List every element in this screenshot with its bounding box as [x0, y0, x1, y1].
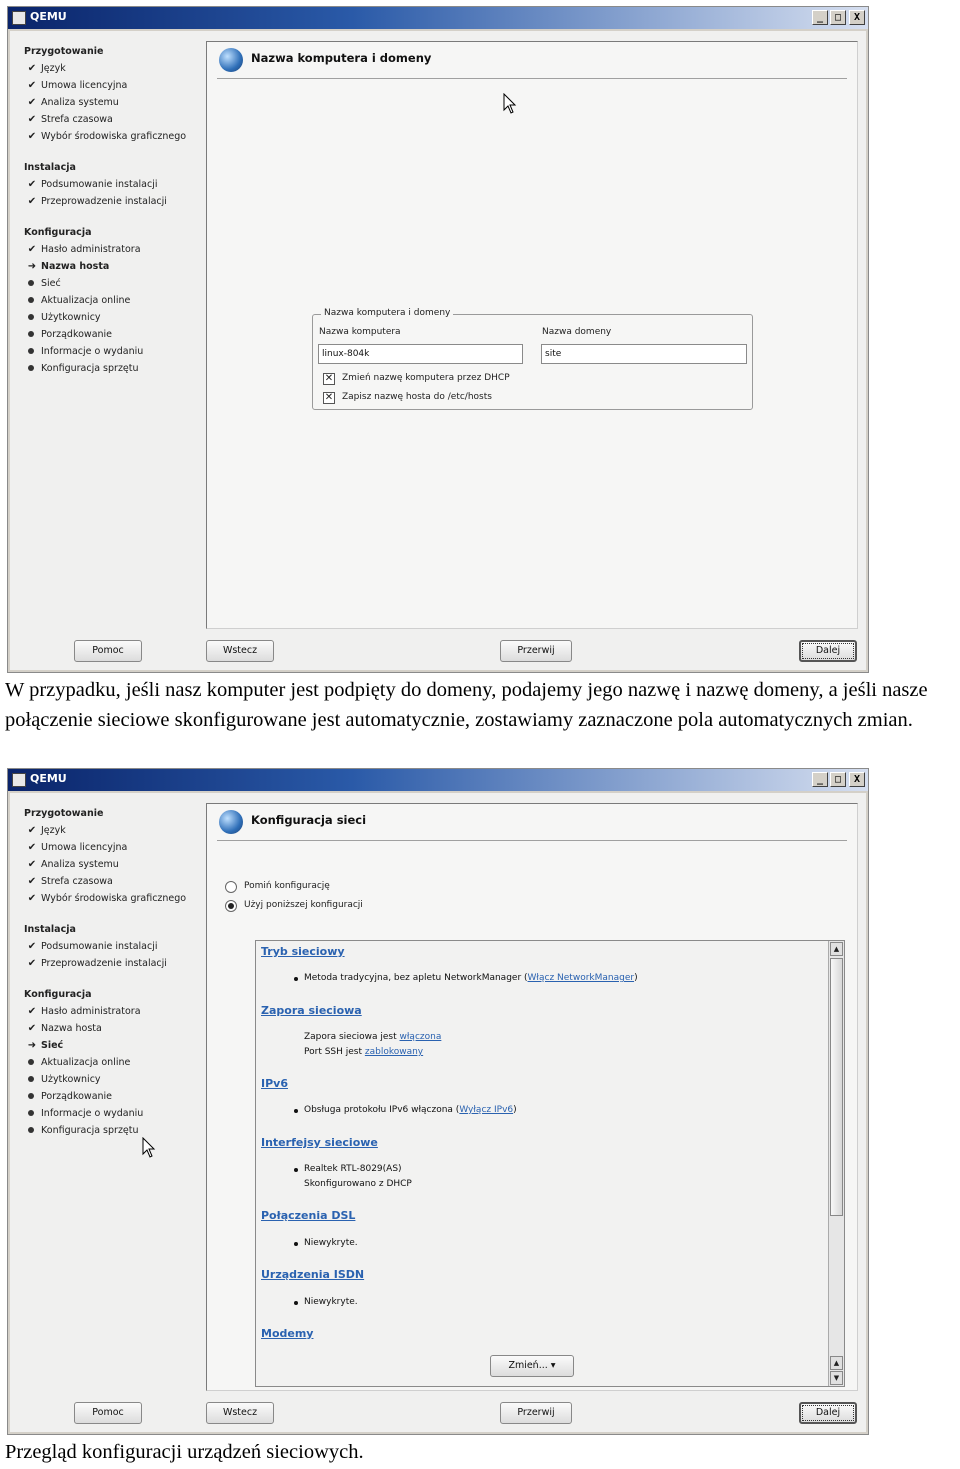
- interface-name: Realtek RTL-8029(AS): [304, 1164, 402, 1174]
- check-icon: ✔: [27, 842, 37, 853]
- back-button[interactable]: Wstecz: [206, 1402, 274, 1424]
- network-globe-icon: [219, 48, 243, 72]
- use-config-label: Użyj poniższej konfiguracji: [244, 900, 363, 910]
- sidebar-section-title: Instalacja: [24, 924, 76, 935]
- screenshot-network: [7, 768, 869, 1435]
- network-summary: [255, 940, 845, 1387]
- change-button[interactable]: Zmień... ▾: [490, 1355, 574, 1377]
- sidebar-item: Konfiguracja sprzętu: [41, 1125, 139, 1136]
- sidebar-section-title: Instalacja: [24, 162, 76, 173]
- sidebar-item: Porządkowanie: [41, 329, 113, 340]
- sidebar-item: Informacje o wydaniu: [41, 1108, 144, 1119]
- next-button[interactable]: Dalej: [799, 640, 857, 662]
- network-globe-icon: [219, 810, 243, 834]
- header-divider: [217, 840, 847, 841]
- check-icon: ✔: [27, 958, 37, 969]
- check-icon: ✔: [27, 876, 37, 887]
- network-mode-link[interactable]: Tryb sieciowy: [261, 945, 345, 958]
- hostname-group: [312, 308, 753, 410]
- sidebar-item: ✔ Analiza systemu: [24, 856, 209, 873]
- minimize-button[interactable]: _: [812, 772, 828, 787]
- qemu-icon: [12, 11, 26, 25]
- sidebar-section-title: Konfiguracja: [24, 227, 92, 238]
- skip-config-label: Pomiń konfigurację: [244, 881, 330, 891]
- sidebar-item: Aktualizacja online: [41, 1057, 131, 1068]
- content-panel: [206, 803, 858, 1391]
- interface-config: Skonfigurowano z DHCP: [304, 1179, 412, 1189]
- check-icon: ✔: [27, 80, 37, 91]
- network-mode-text: Metoda tradycyjna, bez apletu NetworkManager (Włącz NetworkManager): [304, 973, 638, 983]
- use-config-radio[interactable]: [225, 900, 237, 912]
- hosts-checkbox[interactable]: ✕: [324, 392, 334, 403]
- bullet-icon: [294, 977, 298, 981]
- hostname-input[interactable]: linux-804k: [318, 344, 523, 364]
- sidebar-section-title: Konfiguracja: [24, 989, 92, 1000]
- installer-client: [10, 31, 866, 670]
- content-panel: [206, 41, 858, 629]
- summary-scrollbar[interactable]: [828, 941, 844, 1386]
- sidebar-item: ✔ Język: [24, 60, 209, 77]
- installer-steps-sidebar: [24, 801, 209, 1139]
- check-icon: ✔: [27, 63, 37, 74]
- dhcp-checkbox-label: Zmień nazwę komputera przez DHCP: [342, 373, 510, 383]
- abort-button[interactable]: Przerwij: [500, 640, 572, 662]
- next-button[interactable]: Dalej: [799, 1402, 857, 1424]
- ssh-blocked-link[interactable]: zablokowany: [364, 1047, 424, 1057]
- isdn-link[interactable]: Urządzenia ISDN: [261, 1268, 365, 1281]
- arrow-right-icon: ➜: [27, 1040, 37, 1051]
- firewall-enabled-link[interactable]: włączona: [399, 1032, 442, 1042]
- ipv6-text: Obsługa protokołu IPv6 włączona (Wyłącz IPv6): [304, 1105, 517, 1115]
- skip-config-radio[interactable]: [225, 881, 237, 893]
- dhcp-checkbox[interactable]: ✕: [324, 373, 334, 384]
- minimize-button[interactable]: _: [812, 10, 828, 25]
- check-icon: ✔: [27, 859, 37, 870]
- sidebar-item-current: ➜ Sieć: [24, 1037, 209, 1054]
- sidebar-item: ✔ Przeprowadzenie instalacji: [24, 955, 209, 972]
- sidebar-item: ✔ Analiza systemu: [24, 94, 209, 111]
- sidebar-item: ✔ Podsumowanie instalacji: [24, 176, 209, 193]
- disable-ipv6-link[interactable]: Wyłącz IPv6: [459, 1105, 514, 1115]
- sidebar-item: ✔ Wybór środowiska graficznego: [24, 128, 209, 145]
- sidebar-item: ✔ Język: [24, 822, 209, 839]
- scroll-down-icon[interactable]: ▼: [830, 1371, 843, 1385]
- check-icon: ✔: [27, 1006, 37, 1017]
- check-icon: ✔: [27, 244, 37, 255]
- help-button[interactable]: Pomoc: [74, 1402, 142, 1424]
- sidebar-item: ✔ Strefa czasowa: [24, 111, 209, 128]
- check-icon: ✔: [27, 196, 37, 207]
- sidebar-item: ✔ Hasło administratora: [24, 241, 209, 258]
- caption-network: Przegląd konfiguracji urządzeń sieciowych.: [5, 1441, 364, 1463]
- check-icon: ✔: [27, 941, 37, 952]
- sidebar-item: Informacje o wydaniu: [41, 346, 144, 357]
- sidebar-item-current: ➜ Nazwa hosta: [24, 258, 209, 275]
- bullet-icon: [294, 1301, 298, 1305]
- bullet-icon: [294, 1168, 298, 1172]
- scroll-up-icon[interactable]: ▲: [830, 1356, 843, 1370]
- firewall-status: Zapora sieciowa jest włączona: [304, 1032, 442, 1042]
- sidebar-section-title: Przygotowanie: [24, 46, 104, 57]
- installer-steps-sidebar: [24, 39, 209, 377]
- domain-label: Nazwa domeny: [542, 327, 612, 337]
- maximize-button[interactable]: □: [830, 10, 846, 25]
- mouse-cursor-icon: [503, 93, 517, 115]
- modems-link[interactable]: Modemy: [261, 1327, 314, 1340]
- hosts-checkbox-label: Zapisz nazwę hosta do /etc/hosts: [342, 392, 492, 402]
- check-icon: ✔: [27, 131, 37, 142]
- check-icon: ✔: [27, 825, 37, 836]
- caption-hostname: W przypadku, jeśli nasz komputer jest podpięty do domeny, podajemy jego nazwę i nazwę domeny, a jeśli nasze połączenie sieciowe skonfigurowane jest automatycznie, zostawiamy zaznaczone pola automatycznych zmian.: [5, 679, 928, 731]
- firewall-link[interactable]: Zapora sieciowa: [261, 1004, 362, 1017]
- check-icon: ✔: [27, 893, 37, 904]
- dsl-link[interactable]: Połączenia DSL: [261, 1209, 356, 1222]
- sidebar-item: ✔ Nazwa hosta: [24, 1020, 209, 1037]
- window-titlebar: [8, 769, 868, 791]
- ssh-port-status: Port SSH jest zablokowany: [304, 1047, 424, 1057]
- interfaces-link[interactable]: Interfejsy sieciowe: [261, 1136, 378, 1149]
- mouse-cursor-icon: [142, 1137, 156, 1159]
- window-title: QEMU: [30, 772, 67, 785]
- sidebar-item: ✔ Umowa licencyjna: [24, 77, 209, 94]
- help-button[interactable]: Pomoc: [74, 640, 142, 662]
- abort-button[interactable]: Przerwij: [500, 1402, 572, 1424]
- scroll-up-icon[interactable]: ▲: [830, 942, 843, 956]
- sidebar-item: Konfiguracja sprzętu: [41, 363, 139, 374]
- sidebar-item: ✔ Strefa czasowa: [24, 873, 209, 890]
- domain-input[interactable]: site: [541, 344, 747, 364]
- sidebar-item: ✔ Przeprowadzenie instalacji: [24, 193, 209, 210]
- sidebar-item: ✔ Hasło administratora: [24, 1003, 209, 1020]
- sidebar-item: Użytkownicy: [41, 312, 101, 323]
- sidebar-item: ✔ Podsumowanie instalacji: [24, 938, 209, 955]
- header-divider: [217, 78, 847, 79]
- sidebar-item: ✔ Umowa licencyjna: [24, 839, 209, 856]
- close-button[interactable]: X: [849, 772, 865, 787]
- group-legend: Nazwa komputera i domeny: [321, 308, 453, 318]
- ipv6-link[interactable]: IPv6: [261, 1077, 288, 1090]
- sidebar-item: Użytkownicy: [41, 1074, 101, 1085]
- back-button[interactable]: Wstecz: [206, 640, 274, 662]
- dsl-text: Niewykryte.: [304, 1238, 358, 1248]
- hostname-label: Nazwa komputera: [319, 327, 401, 337]
- bullet-icon: [294, 1242, 298, 1246]
- qemu-icon: [12, 773, 26, 787]
- enable-networkmanager-link[interactable]: Włącz NetworkManager: [527, 973, 635, 983]
- arrow-right-icon: ➜: [27, 261, 37, 272]
- sidebar-item: Sieć: [41, 278, 61, 289]
- sidebar-section-title: Przygotowanie: [24, 808, 104, 819]
- sidebar-item: Porządkowanie: [41, 1091, 113, 1102]
- close-button[interactable]: X: [849, 10, 865, 25]
- check-icon: ✔: [27, 97, 37, 108]
- bullet-icon: [294, 1109, 298, 1113]
- check-icon: ✔: [27, 179, 37, 190]
- isdn-text: Niewykryte.: [304, 1297, 358, 1307]
- panel-title: Nazwa komputera i domeny: [251, 51, 432, 65]
- check-icon: ✔: [27, 1023, 37, 1034]
- window-titlebar: [8, 7, 868, 29]
- check-icon: ✔: [27, 114, 37, 125]
- sidebar-item: ✔ Wybór środowiska graficznego: [24, 890, 209, 907]
- window-title: QEMU: [30, 10, 67, 23]
- installer-client: [10, 793, 866, 1432]
- screenshot-hostname: [7, 6, 869, 673]
- sidebar-item: Aktualizacja online: [41, 295, 131, 306]
- maximize-button[interactable]: □: [830, 772, 846, 787]
- panel-title: Konfiguracja sieci: [251, 813, 367, 827]
- scroll-thumb[interactable]: [830, 958, 843, 1216]
